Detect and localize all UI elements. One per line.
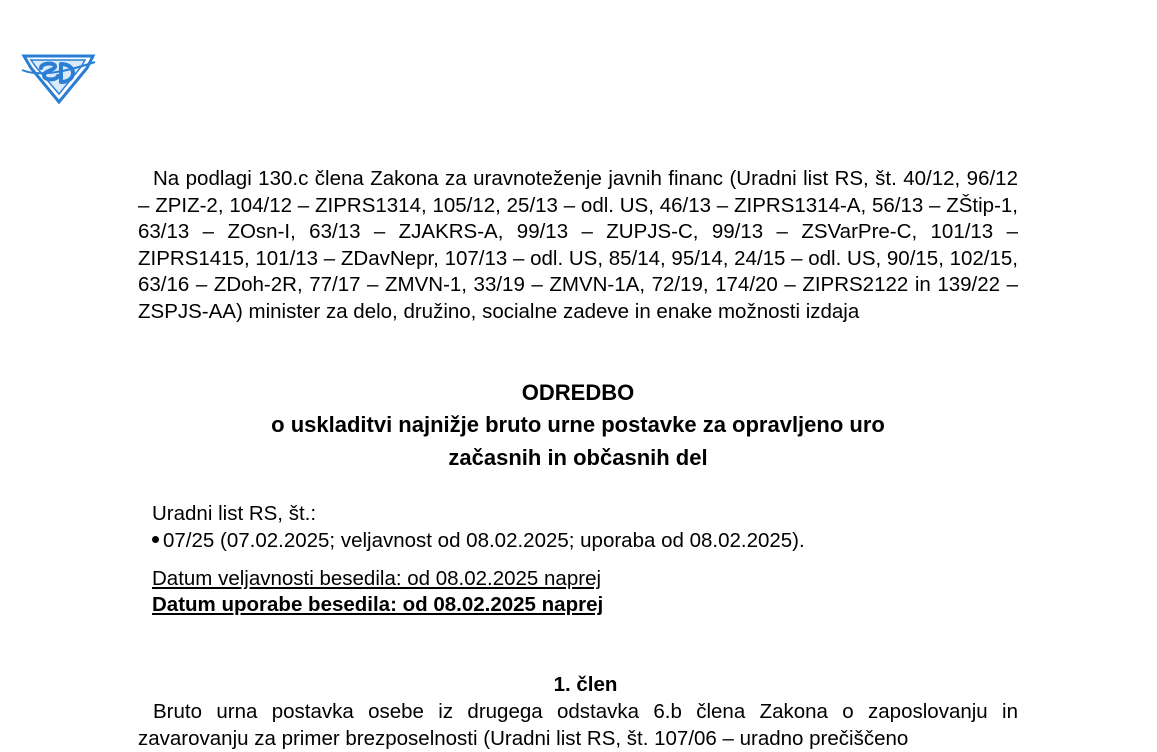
gazette-list-item bbox=[152, 529, 805, 553]
gazette-item-text: 07/25 (07.02.2025; veljavnost od 08.02.2025; uporaba od 08.02.2025). bbox=[163, 529, 805, 552]
article-title: 1. člen bbox=[553, 673, 618, 696]
bullet-icon bbox=[152, 536, 159, 543]
validity-date-text: Datum veljavnosti besedila: od 08.02.2025 naprej bbox=[152, 567, 602, 590]
document-title: ODREDBO bbox=[521, 380, 635, 405]
document-subtitle-line-2: začasnih in občasnih del bbox=[448, 445, 708, 470]
gazette-label: Uradni list RS, št.: bbox=[152, 502, 317, 525]
intro-paragraph: Na podlagi 130.c člena Zakona za uravnoteženje javnih financ (Uradni list RS, št. 40/12, 96/12 – ZPIZ-2, 104/12 – ZIPRS1314, 105/12, 25/13 – odl. US, 46/13 – ZIPRS1314-A, 56/13 – ZŠtip-1, 63/13 – ZOsn-I, 63/13 – ZJAKRS-A, 99/13 – ZUPJS-C, 99/13 – ZSVarPre-C, 101/13 – ZIPRS1415, 101/13 – ZDavNepr, 107/13 – odl. US, 85/14, 95/14, 24/15 – odl. US, 90/15, 102/15, 63/16 – ZDoh-2R, 77/17 – ZMVN-1, 33/19 – ZMVN-1A, 72/19, 174/20 – ZIPRS2122 in 139/22 – ZSPJS-AA) minister za delo, družino, socialne zadeve in enake možnosti izdaja bbox=[138, 167, 1018, 323]
usage-date-text: Datum uporabe besedila: od 08.02.2025 naprej bbox=[152, 593, 604, 616]
article-body: Bruto urna postavka osebe iz drugega odstavka 6.b člena Zakona o zaposlovanju in zavarovanju za primer brezposelnosti (Uradni list RS, št. 107/06 – uradno prečiščeno bbox=[138, 700, 1018, 750]
sd-shield-logo-icon bbox=[21, 48, 96, 104]
document-subtitle-line-1: o uskladitvi najnižje bruto urne postavke za opravljeno uro bbox=[271, 412, 885, 437]
